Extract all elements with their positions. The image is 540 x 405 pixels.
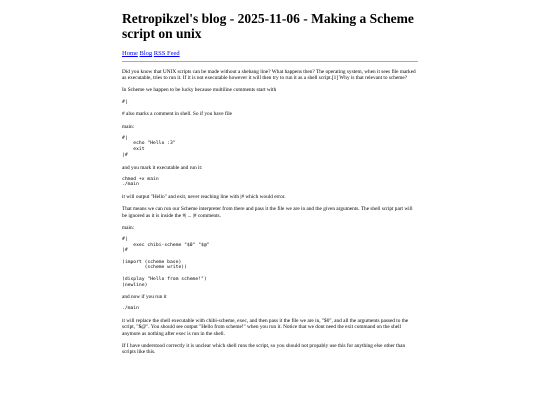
paragraph: In Scheme we happen to be lucky because multiline comments start with <box>122 87 277 94</box>
code-block: #| <box>122 99 128 105</box>
article-body <box>122 69 418 355</box>
page <box>122 0 418 355</box>
top-nav <box>122 50 418 58</box>
paragraph: and you mark it executable and run it: <box>122 164 203 171</box>
nav-rss-link[interactable]: RSS Feed <box>153 50 180 57</box>
page-title: Retropikzel's blog - 2025-11-06 - Making a Scheme script on unix <box>122 11 414 41</box>
code-block: #| echo "Hello :3" exit |# <box>122 135 176 158</box>
paragraph: it will output "Hello" and exit, never reaching line with |# which would error. <box>122 194 286 201</box>
paragraph: it will replace the shell executable with chibi-scheme, exec, and then pass it the file we are in, "$0", and all the arguments passed to the script, "$@". You should see output "Hello from scheme!" when you run it. Notice that we dont need the exit command on the shell anymore as nothing after exec is run in the shell. <box>122 318 409 337</box>
nav-home-link[interactable]: Home <box>122 50 138 57</box>
paragraph: and now if you run it <box>122 294 167 301</box>
paragraph: # also marks a comment in shell. So if you have file <box>122 111 233 118</box>
code-block: #| exec chibi-scheme "$0" "$@" |# (import (scheme base) (scheme write)) (display "Hello from scheme!") (newline) <box>122 236 210 288</box>
code-block: ./main <box>122 306 139 312</box>
paragraph: Did you know that UNIX scripts can be made without a shebang line? What happens then? The operating system, when it sees file marked as executable, tries to run it. If it is not executable however it will then try to run it as a shell script.[1] Why is that relevant to scheme? <box>122 69 416 82</box>
code-block: chmod +x main ./main <box>122 176 159 188</box>
paragraph: That means we can run our Scheme interpreter from there and pass it the file we are in and the given arguments. The shell script part will be ignored as it is inside the #| ... |# comments. <box>122 206 413 219</box>
divider <box>122 61 418 62</box>
paragraph: If I have understood correctly it is unclear which shell runs the script, so you should not propably use this for anything else other than scripts like this. <box>122 342 406 355</box>
paragraph: main: <box>122 224 135 231</box>
paragraph: main: <box>122 123 135 130</box>
nav-blog-link[interactable]: Blog <box>139 50 153 57</box>
